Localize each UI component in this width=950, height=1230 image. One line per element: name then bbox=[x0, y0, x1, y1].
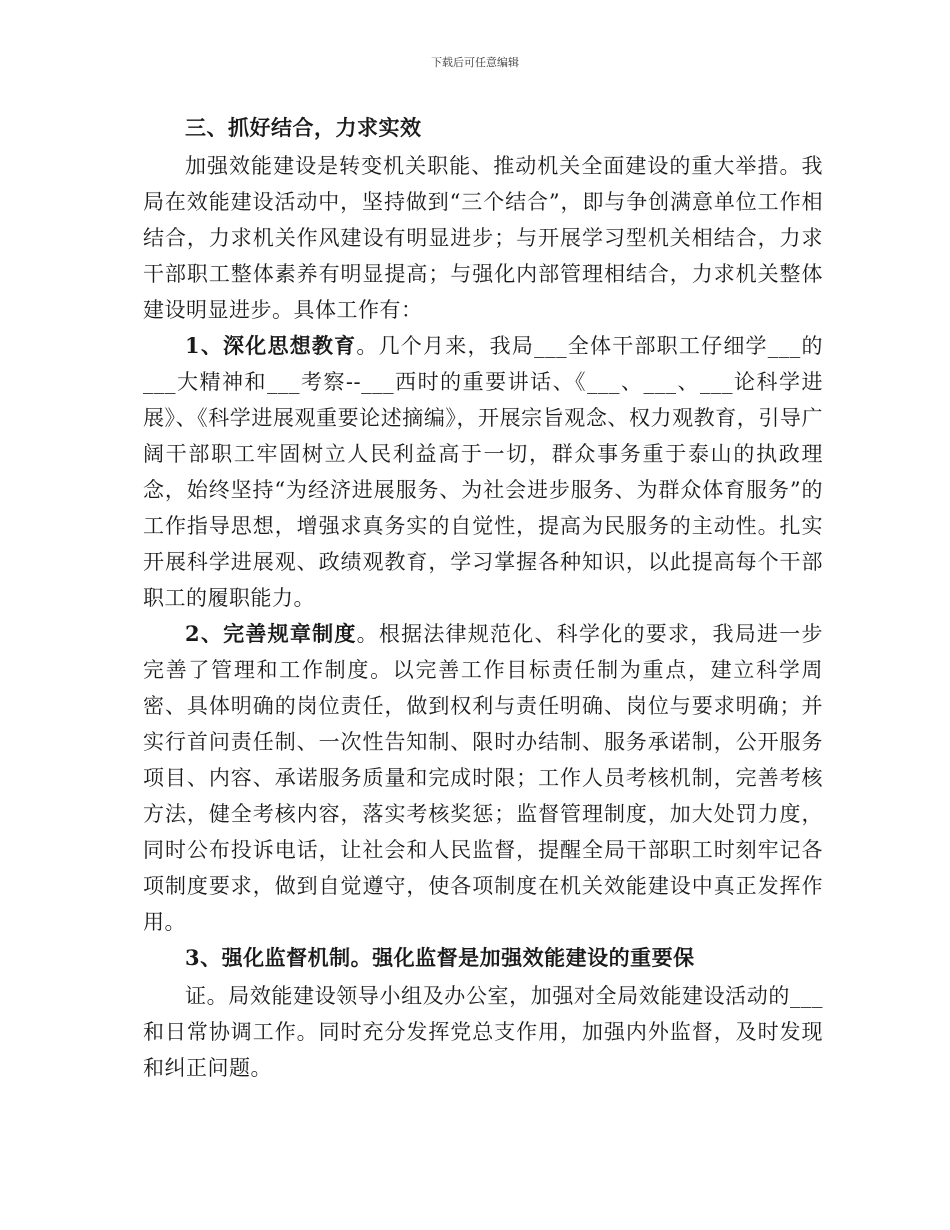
document-body bbox=[143, 110, 823, 1086]
item-body-3: 证。局效能建设领导小组及办公室，加强对全局效能建设活动的___和日常协调工作。同时充分发挥党总支作用，加强内外监督，及时发现和纠正问题。 bbox=[143, 984, 823, 1080]
item-title-2: 2、完善规章制度 bbox=[185, 621, 357, 646]
item-body-2: 。根据法律规范化、科学化的要求，我局进一步完善了管理和工作制度。以完善工作目标责任制为重点，建立科学周密、具体明确的岗位责任，做到权利与责任明确、岗位与要求明确；并实行首问责任制、一次性告知制、限时办结制、服务承诺制，公开服务项目、内容、承诺服务质量和完成时限；工作人员考核机制，完善考核方法，健全考核内容，落实考核奖惩；监督管理制度，加大处罚力度，同时公布投诉电话，让社会和人民监督，提醒全局干部职工时刻牢记各项制度要求，做到自觉遵守，使各项制度在机关效能建设中真正发挥作用。 bbox=[143, 622, 823, 934]
page-header-note: 下载后可任意编辑 bbox=[431, 56, 519, 69]
item-body-1: 。几个月来，我局___全体干部职工仔细学___的___大精神和___考察--___西时的重要讲话、《___、___、___论科学进展》、《科学进展观重要论述摘编》，开展宗旨观念、权力观教育，引导广阔干部职工牢固树立人民利益高于一切，群众事务重于泰山的执政理念，始终坚持“为经济进展服务、为社会进步服务、为群众体育服务”的工作指导思想，增强求真务实的自觉性，提高为民服务的主动性。扎实开展科学进展观、政绩观教育，学习掌握各种知识，以此提高每个干部职工的履职能力。 bbox=[143, 334, 823, 610]
item-paragraph-1 bbox=[143, 328, 823, 616]
item-paragraph-2 bbox=[143, 616, 823, 940]
item-title-1: 1、深化思想教育 bbox=[185, 333, 357, 358]
intro-paragraph: 加强效能建设是转变机关职能、推动机关全面建设的重大举措。我局在效能建设活动中，坚持做到“三个结合”，即与争创满意单位工作相结合，力求机关作风建设有明显进步；与开展学习型机关相结合，力求干部职工整体素养有明显提高；与强化内部管理相结合，力求机关整体建设明显进步。具体工作有： bbox=[143, 154, 823, 322]
item-title-3: 3、强化监督机制。强化监督是加强效能建设的重要保 bbox=[185, 945, 695, 970]
section-heading: 三、抓好结合，力求实效 bbox=[185, 115, 422, 140]
